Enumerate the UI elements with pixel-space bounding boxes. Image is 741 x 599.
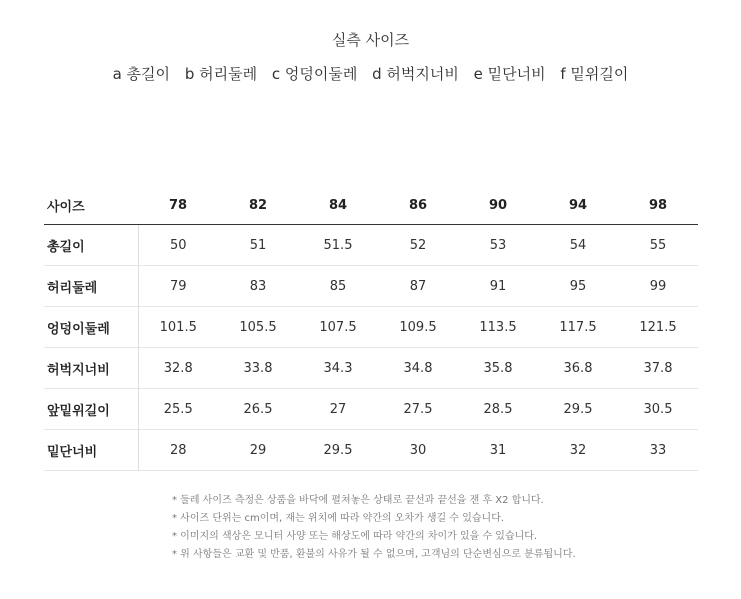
page-title: 실측 사이즈: [331, 31, 410, 49]
table-cell: 27: [329, 401, 347, 417]
legend-item: f 밑위길이: [560, 65, 629, 83]
table-cell: 36.8: [563, 360, 593, 376]
table-cell: 30: [409, 442, 427, 458]
row-label: 허벅지너비: [44, 348, 138, 389]
measurement-legend: [0, 63, 741, 84]
table-cell: 54: [569, 237, 587, 253]
table-row: [44, 266, 698, 307]
table-cell: 121.5: [639, 319, 677, 335]
table-cell: 32: [569, 442, 587, 458]
row-label: 앞밑위길이: [44, 389, 138, 430]
table-cell: 85: [329, 278, 347, 294]
table-row: [44, 348, 698, 389]
table-cell: 34.8: [403, 360, 433, 376]
table-cell: 29.5: [323, 442, 353, 458]
header-row: [44, 186, 698, 225]
table-cell: 109.5: [399, 319, 437, 335]
note-line: * 이미지의 색상은 모니터 사양 또는 해상도에 따라 약간의 차이가 있을 수 있습니다.: [172, 531, 538, 542]
table-cell: 31: [489, 442, 507, 458]
table-row: [44, 307, 698, 348]
row-label: 엉덩이둘레: [44, 307, 138, 348]
table-cell: 28.5: [483, 401, 513, 417]
table-cell: 117.5: [559, 319, 597, 335]
header-size: 82: [218, 186, 298, 225]
header-size: 98: [618, 186, 698, 225]
legend-item: d 허벅지너비: [372, 65, 459, 83]
table-row: [44, 389, 698, 430]
table-cell: 33.8: [243, 360, 273, 376]
table-cell: 113.5: [479, 319, 517, 335]
table-cell: 50: [169, 237, 187, 253]
table-cell: 28: [169, 442, 187, 458]
table-cell: 99: [649, 278, 667, 294]
table-cell: 32.8: [163, 360, 193, 376]
header-size: 90: [458, 186, 538, 225]
table-cell: 107.5: [319, 319, 357, 335]
header-size: 84: [298, 186, 378, 225]
note-line: * 위 사항들은 교환 및 반품, 환불의 사유가 될 수 없으며, 고객님의 단순변심으로 분류됩니다.: [172, 549, 576, 560]
table-cell: 51: [249, 237, 267, 253]
note-line: * 사이즈 단위는 cm이며, 재는 위치에 따라 약간의 오차가 생길 수 있습니다.: [172, 513, 505, 524]
table-cell: 33: [649, 442, 667, 458]
table-cell: 55: [649, 237, 667, 253]
table-cell: 29: [249, 442, 267, 458]
table-cell: 95: [569, 278, 587, 294]
header-size: 94: [538, 186, 618, 225]
table-cell: 87: [409, 278, 427, 294]
row-label: 총길이: [44, 225, 138, 266]
table-cell: 35.8: [483, 360, 513, 376]
legend-item: a 총길이: [112, 65, 171, 83]
table-row: [44, 430, 698, 471]
table-cell: 101.5: [159, 319, 197, 335]
table-cell: 79: [169, 278, 187, 294]
table-cell: 26.5: [243, 401, 273, 417]
legend-item: e 밑단너비: [473, 65, 546, 83]
note-line: * 둘레 사이즈 측정은 상품을 바닥에 펼쳐놓은 상태로 끝선과 끝선을 잰 후 X2 합니다.: [172, 495, 544, 506]
notes: [172, 492, 576, 564]
legend-item: c 엉덩이둘레: [271, 65, 358, 83]
table-row: [44, 225, 698, 266]
table-cell: 51.5: [323, 237, 353, 253]
table-cell: 27.5: [403, 401, 433, 417]
legend-item: b 허리둘레: [184, 65, 258, 83]
table-cell: 37.8: [643, 360, 673, 376]
header-size: 86: [378, 186, 458, 225]
size-table: [44, 186, 698, 471]
row-label: 허리둘레: [44, 266, 138, 307]
table-cell: 53: [489, 237, 507, 253]
table-cell: 25.5: [163, 401, 193, 417]
table-cell: 52: [409, 237, 427, 253]
table-cell: 83: [249, 278, 267, 294]
row-label: 밑단너비: [44, 430, 138, 471]
table-cell: 91: [489, 278, 507, 294]
header-size: 78: [138, 186, 218, 225]
header-size-label: 사이즈: [44, 186, 138, 225]
table-cell: 29.5: [563, 401, 593, 417]
table-cell: 30.5: [643, 401, 673, 417]
table-cell: 105.5: [239, 319, 277, 335]
table-cell: 34.3: [323, 360, 353, 376]
